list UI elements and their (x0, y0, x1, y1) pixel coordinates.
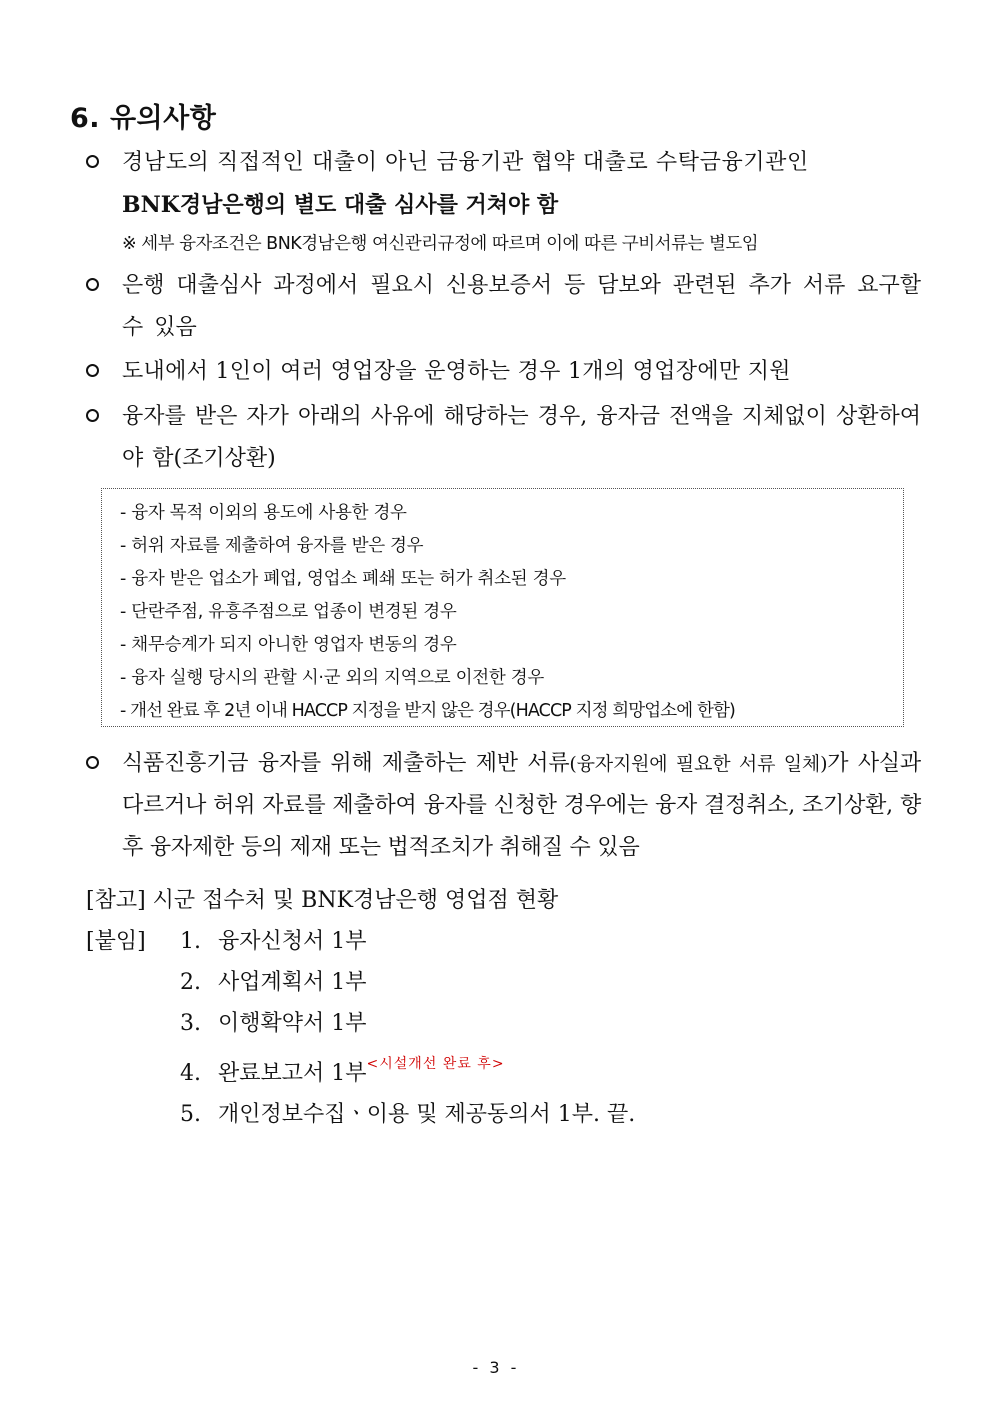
attachment-text: 융자신청서 1부 (218, 929, 367, 954)
reason-item: - 융자 실행 당시의 관할 시·군 외의 지역으로 이전한 경우 (120, 668, 544, 688)
attachment-text: 이행확약서 1부 (218, 1011, 367, 1036)
bullet-text (122, 142, 921, 226)
reason-item: - 융자 받은 업소가 폐업, 영업소 폐쇄 또는 허가 취소된 경우 (120, 569, 566, 589)
reasons-box (101, 488, 904, 727)
attachments-list (180, 921, 635, 1135)
circle-bullet-icon (86, 278, 99, 291)
bullet-item (86, 265, 921, 349)
reason-item: - 개선 완료 후 2년 이내 HACCP 지정을 받지 않은 경우(HACCP 지정 희망업소에 한함) (120, 701, 735, 721)
circle-bullet-icon (86, 409, 99, 422)
attachment-item (180, 921, 635, 962)
reason-item: - 채무승계가 되지 아니한 영업자 변동의 경우 (120, 635, 457, 655)
bullet-text: 은행 대출심사 과정에서 필요시 신용보증서 등 담보와 관련된 추가 서류 요구할 수 있음 (122, 273, 921, 340)
circle-bullet-icon (86, 756, 99, 769)
attachments-label: [붙임] (86, 929, 146, 954)
circle-bullet-icon (86, 364, 99, 377)
bullet-text-small: (융자지원에 필요한 서류 일체) (569, 753, 828, 775)
bullet-item (86, 351, 921, 393)
reason-item: - 융자 목적 이외의 용도에 사용한 경우 (120, 503, 407, 523)
bullet-line: 경남도의 직접적인 대출이 아닌 금융기관 협약 대출로 수탁금융기관인 (122, 150, 809, 175)
bullet-text: 도내에서 1인이 여러 영업장을 운영하는 경우 1개의 영업장에만 지원 (122, 359, 791, 384)
attachment-text: 사업계획서 1부 (218, 970, 367, 995)
attachment-superscript: <시설개선 완료 후> (366, 1056, 505, 1072)
attachment-number: 4. (180, 1061, 201, 1086)
circle-bullet-icon (86, 155, 99, 168)
page-number: - 3 - (472, 1358, 520, 1377)
attachment-item (180, 962, 635, 1003)
attachment-item (180, 1094, 635, 1135)
bullet-text-part: 식품진흥기금 융자를 위해 제출하는 제반 서류 (122, 751, 570, 776)
bullet-item (86, 396, 921, 480)
attachment-text: 완료보고서 1부 (218, 1061, 367, 1086)
bullet-item (86, 142, 921, 226)
attachment-item (180, 1044, 635, 1094)
attachment-number: 5. (180, 1102, 201, 1127)
reason-item: - 허위 자료를 제출하여 융자를 받은 경우 (120, 536, 424, 556)
attachment-number: 2. (180, 970, 201, 995)
reason-item: - 단란주점, 유흥주점으로 업종이 변경된 경우 (120, 602, 457, 622)
attachment-item (180, 1003, 635, 1044)
attachment-text: 개인정보수집ㆍ이용 및 제공동의서 1부. 끝. (218, 1102, 636, 1127)
note-text: ※ 세부 융자조건은 BNK경남은행 여신관리규정에 따르며 이에 따른 구비서류는 별도임 (122, 234, 759, 254)
bullet-text (122, 743, 921, 869)
bullet-line-bold: BNK경남은행의 별도 대출 심사를 거쳐야 함 (122, 192, 559, 218)
bullet-text: 융자를 받은 자가 아래의 사유에 해당하는 경우, 융자금 전액을 지체없이 상환하여야 함(조기상환) (122, 404, 921, 471)
bullet-item (86, 743, 921, 869)
attachment-number: 3. (180, 1011, 201, 1036)
attachment-number: 1. (180, 929, 201, 954)
section-heading: 6. 유의사항 (70, 103, 217, 134)
bullet-text-part: 가 사실과 다르거나 허위 자료를 제출하여 융자를 신청한 경우에는 융자 결정취소, 조기상환, 향후 융자제한 등의 제재 또는 법적조치가 취해질 수 있음 (122, 751, 921, 860)
reference-line: [참고] 시군 접수처 및 BNK경남은행 영업점 현황 (86, 888, 559, 913)
